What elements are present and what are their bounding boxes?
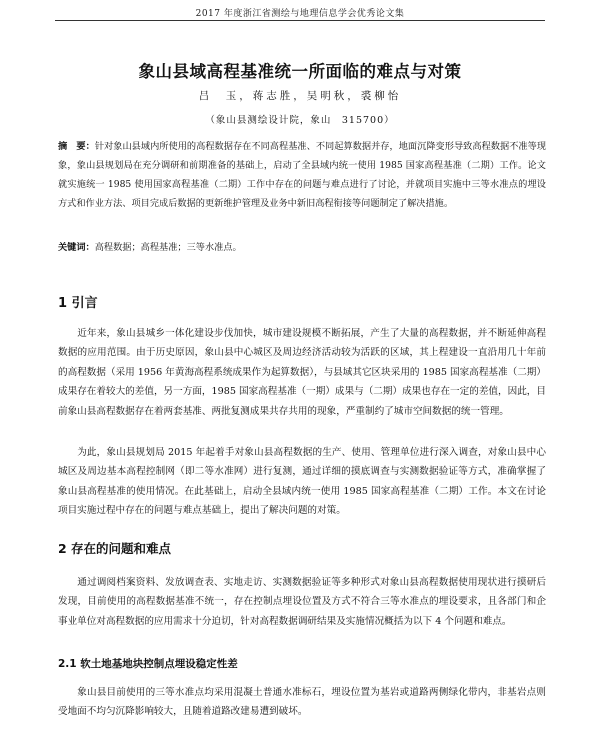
- section-heading-introduction: 1 引言: [58, 296, 98, 311]
- keywords-text: 高程数据；高程基准；三等水准点。: [94, 242, 242, 253]
- paragraph: 象山县目前使用的三等水准点均采用混凝土普通水准标石，埋设位置为基岩或道路两侧绿化带内，非基岩点则受地面不均匀沉降影响较大，且随着道路改建易遭到破坏。: [58, 687, 546, 718]
- header-rule: [55, 20, 545, 21]
- abstract: [58, 137, 546, 213]
- abstract-text: 针对象山县域内所使用的高程数据存在不同高程基准、不同起算数据并存，地面沉降变形导致高程数据不准等现象，象山县规划局在充分调研和前期准备的基础上，启动了全县域内统一使用 1985 国家高程基准（二期）工作。论文就实施统一 1985 使用国家高程基准（二期）工作中存在的问题与难点进行了讨论，并就项目实施中三等水准点的埋设方式和作业方法、项目完成后数据的更新维护管理及业务中新旧高程衔接等问题制定了解决措施。: [58, 141, 547, 209]
- author-list: 吕 玉，蒋志胜，吴明秋，裘柳怡: [198, 90, 402, 102]
- paragraph: 通过调阅档案资料、发放调查表、实地走访、实测数据验证等多种形式对象山县高程数据使用现状进行摸研后发现，目前使用的高程数据基准不统一，存在控制点埋设位置及方式不符合三等水准点的埋设要求，且各部门和企事业单位对高程数据的应用需求十分迫切，针对高程数据调研结果及实施情况概括为以下 4 个问题和难点。: [58, 577, 546, 627]
- keywords: [58, 239, 546, 257]
- paper-title: 象山县域高程基准统一所面临的难点与对策: [138, 62, 462, 81]
- keywords-label: 关键词：: [58, 242, 95, 253]
- paragraph: 为此，象山县规划局 2015 年起着手对象山县高程数据的生产、使用、管理单位进行深入调查，对象山县中心城区及周边基本高程控制网（即二等水准网）进行复测，通过详细的摸底调查与实测数据验证等方式，准确掌握了象山县高程基准的使用情况。在此基础上，启动全县域内统一使用 1985 国家高程基准（二期）工作。本文在讨论项目实施过程中存在的问题与难点基础上，提出了解决问题的对策。: [58, 447, 546, 517]
- subsection-heading: 2.1 软土地基地块控制点埋设稳定性差: [58, 658, 238, 670]
- paragraph: 近年来，象山县城乡一体化建设步伐加快，城市建设规模不断拓展，产生了大量的高程数据，并不断延伸高程数据的应用范围。由于历史原因，象山县中心城区及周边经济活动较为活跃的区域，其上程建设一直沿用几十年前的高程数据（采用 1956 年黄海高程系统成果作为起算数据），与县域其它区块采用的 1985 国家高程基准（二期）成果存在着较大的差值，另一方面，1985 国家高程基准（一期）成果与（二期）成果也存在一定的差值，因此，目前象山县高程数据存在着两套基准、两批复测成果共存共用的现象，严重制约了城市空间数据的统一管理。: [58, 328, 546, 417]
- affiliation: （象山县测绘设计院，象山 315700）: [205, 115, 395, 126]
- running-header: 2017 年度浙江省测绘与地理信息学会优秀论文集: [195, 9, 405, 19]
- section-heading-problems: 2 存在的问题和难点: [58, 541, 172, 556]
- abstract-label: 摘 要：: [58, 141, 95, 152]
